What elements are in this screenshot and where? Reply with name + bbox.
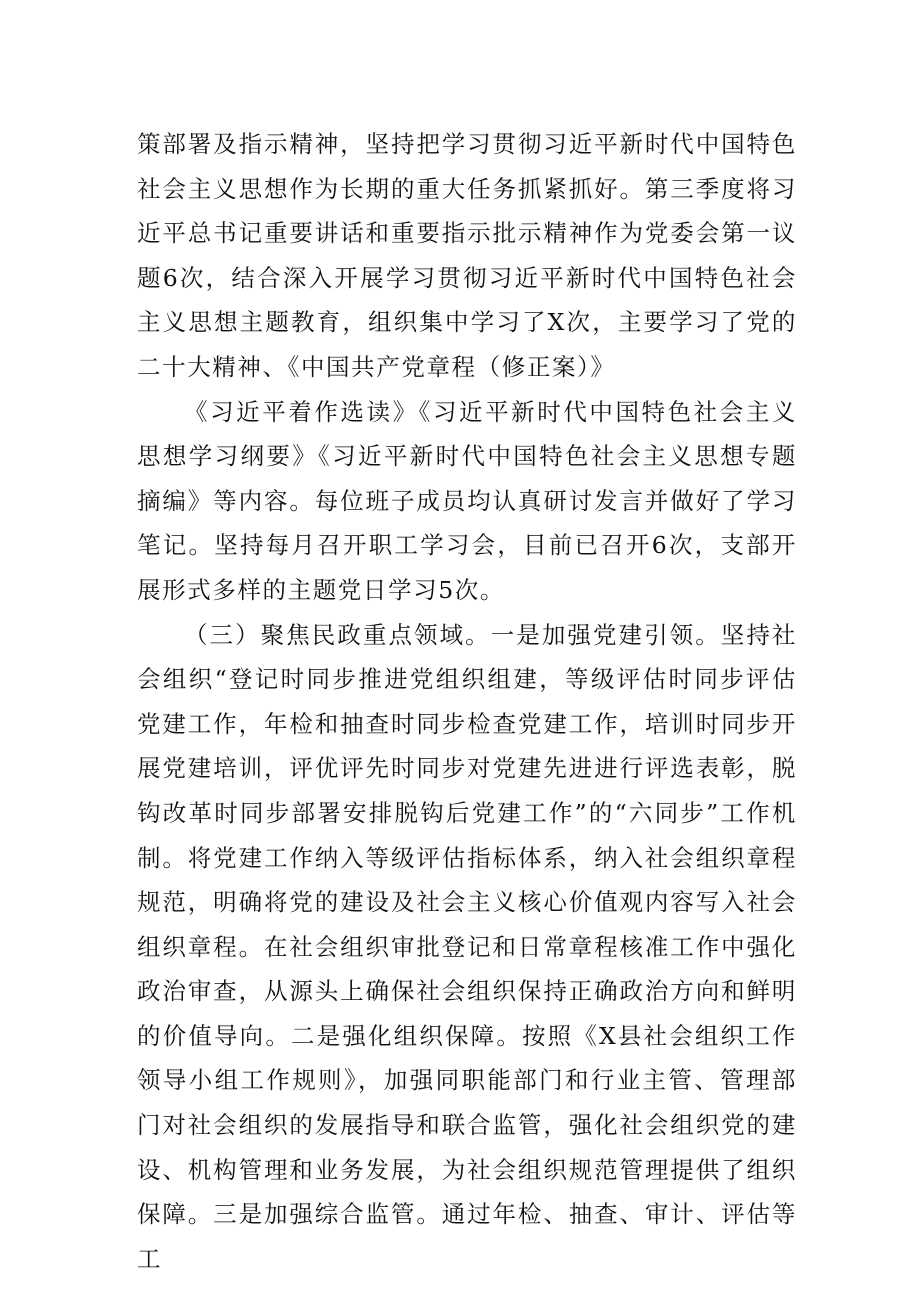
document-body: [137, 122, 797, 1281]
paragraph-study-content: 《习近平着作选读》《习近平新时代中国特色社会主义思想学习纲要》《习近平新时代中国特色社会主义思想专题摘编》等内容。每位班子成员均认真研讨发言并做好了学习笔记。坚持每月召开职工学习会，目前已召开6次，支部开展形式多样的主题党日学习5次。: [137, 397, 797, 604]
paragraph-continuation: 策部署及指示精神，坚持把学习贯彻习近平新时代中国特色社会主义思想作为长期的重大任务抓紧抓好。第三季度将习近平总书记重要讲话和重要指示批示精神作为党委会第一议题6次，结合深入开展学习贯彻习近平新时代中国特色社会主义思想主题教育，组织集中学习了X次，主要学习了党的二十大精神、《中国共产党章程（修正案）》: [137, 130, 797, 381]
paragraph-civil-affairs: （三）聚焦民政重点领域。一是加强党建引领。坚持社会组织“登记时同步推进党组织组建，等级评估时同步评估党建工作，年检和抽查时同步检查党建工作，培训时同步开展党建培训，评优评先时同步对党建先进进行评选表彰，脱钩改革时同步部署安排脱钩后党建工作”的“六同步”工作机制。将党建工作纳入等级评估指标体系，纳入社会组织章程规范，明确将党的建设及社会主义核心价值观内容写入社会组织章程。在社会组织审批登记和日常章程核准工作中强化政治审查，从源头上确保社会组织保持正确政治方向和鲜明的价值导向。二是强化组织保障。按照《X县社会组织工作领导小组工作规则》，加强同职能部门和行业主管、管理部门对社会组织的发展指导和联合监管，强化社会组织党的建设、机构管理和业务发展，为社会组织规范管理提供了组织保障。三是加强综合监管。通过年检、抽查、审计、评估等工: [137, 620, 797, 1273]
